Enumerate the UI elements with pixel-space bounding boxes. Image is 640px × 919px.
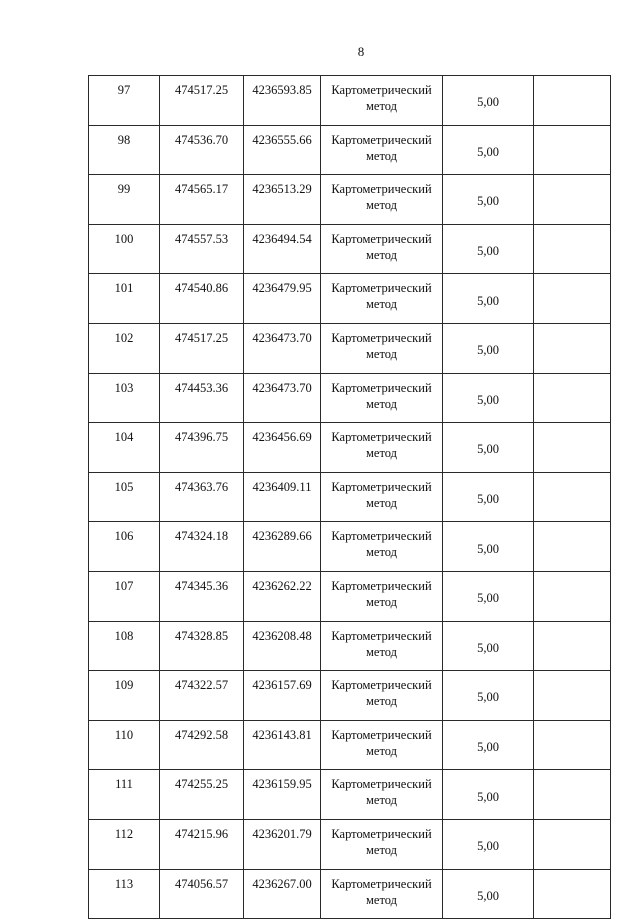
accuracy-cell: 5,00 [443,76,534,126]
coordinate-x-cell: 474255.25 [160,770,244,820]
table-row [89,125,611,175]
point-number-cell: 113 [89,869,160,919]
note-cell [534,76,611,126]
point-number-cell: 103 [89,373,160,423]
point-number-cell: 97 [89,76,160,126]
coordinate-x-cell: 474565.17 [160,175,244,225]
accuracy-cell: 5,00 [443,770,534,820]
method-cell [321,76,443,126]
method-line-1: Картометрический [331,231,432,246]
table-row [89,323,611,373]
note-cell [534,373,611,423]
accuracy-cell: 5,00 [443,819,534,869]
coordinate-x-cell: 474517.25 [160,76,244,126]
method-cell [321,869,443,919]
coordinate-y-cell: 4236494.54 [244,224,321,274]
method-line-1: Картометрический [331,330,432,345]
coordinate-y-cell: 4236267.00 [244,869,321,919]
coordinate-y-cell: 4236143.81 [244,720,321,770]
method-line-1: Картометрический [331,83,432,97]
point-number-cell: 102 [89,323,160,373]
method-line-2: метод [365,892,397,907]
note-cell [534,125,611,175]
coordinates-table-body [89,76,611,919]
coordinate-x-cell: 474056.57 [160,869,244,919]
coordinate-x-cell: 474396.75 [160,423,244,473]
method-line-1: Картометрический [331,430,432,445]
accuracy-cell: 5,00 [443,274,534,324]
method-line-1: Картометрический [331,628,432,643]
method-line-2: метод [365,545,397,560]
table-row [89,571,611,621]
table-row [89,522,611,572]
point-number-cell: 112 [89,819,160,869]
method-cell [321,224,443,274]
note-cell [534,671,611,721]
coordinate-x-cell: 474322.57 [160,671,244,721]
coordinate-y-cell: 4236157.69 [244,671,321,721]
accuracy-cell: 5,00 [443,224,534,274]
method-cell [321,175,443,225]
note-cell [534,175,611,225]
note-cell [534,869,611,919]
table-row [89,869,611,919]
method-line-2: метод [365,297,397,312]
method-line-2: метод [365,842,397,857]
method-line-1: Картометрический [331,727,432,742]
note-cell [534,274,611,324]
point-number-cell: 100 [89,224,160,274]
coordinate-x-cell: 474363.76 [160,472,244,522]
coordinate-y-cell: 4236159.95 [244,770,321,820]
note-cell [534,621,611,671]
method-cell [321,125,443,175]
coordinate-y-cell: 4236208.48 [244,621,321,671]
method-line-1: Картометрический [331,479,432,494]
table-row [89,671,611,721]
coordinate-x-cell: 474540.86 [160,274,244,324]
note-cell [534,571,611,621]
table-row [89,373,611,423]
table-row [89,819,611,869]
coordinate-x-cell: 474215.96 [160,819,244,869]
accuracy-cell: 5,00 [443,373,534,423]
accuracy-cell: 5,00 [443,175,534,225]
coordinate-y-cell: 4236473.70 [244,323,321,373]
method-cell [321,621,443,671]
point-number-cell: 99 [89,175,160,225]
table-row [89,175,611,225]
note-cell [534,770,611,820]
table-row [89,472,611,522]
accuracy-cell: 5,00 [443,472,534,522]
accuracy-cell: 5,00 [443,671,534,721]
point-number-cell: 110 [89,720,160,770]
point-number-cell: 108 [89,621,160,671]
method-line-2: метод [365,793,397,808]
table-row [89,224,611,274]
coordinate-y-cell: 4236262.22 [244,571,321,621]
coordinate-y-cell: 4236473.70 [244,373,321,423]
point-number-cell: 104 [89,423,160,473]
note-cell [534,472,611,522]
method-line-2: метод [365,594,397,609]
method-line-1: Картометрический [331,826,432,841]
method-line-1: Картометрический [331,529,432,544]
method-line-1: Картометрический [331,281,432,296]
method-line-2: метод [365,694,397,709]
method-cell [321,720,443,770]
coordinate-y-cell: 4236479.95 [244,274,321,324]
accuracy-cell: 5,00 [443,869,534,919]
method-line-1: Картометрический [331,132,432,147]
method-line-1: Картометрический [331,777,432,792]
accuracy-cell: 5,00 [443,621,534,671]
coordinate-x-cell: 474328.85 [160,621,244,671]
note-cell [534,423,611,473]
point-number-cell: 107 [89,571,160,621]
note-cell [534,720,611,770]
method-line-2: метод [365,396,397,411]
method-cell [321,522,443,572]
point-number-cell: 101 [89,274,160,324]
accuracy-cell: 5,00 [443,571,534,621]
method-line-2: метод [365,148,397,163]
coordinate-x-cell: 474517.25 [160,323,244,373]
method-line-2: метод [365,99,397,113]
method-cell [321,373,443,423]
coordinate-y-cell: 4236201.79 [244,819,321,869]
method-line-2: метод [365,247,397,262]
method-cell [321,423,443,473]
method-cell [321,323,443,373]
coordinates-table [88,75,611,919]
table-row [89,720,611,770]
coordinate-y-cell: 4236513.29 [244,175,321,225]
coordinate-y-cell: 4236555.66 [244,125,321,175]
method-cell [321,472,443,522]
coordinate-x-cell: 474292.58 [160,720,244,770]
table-row [89,621,611,671]
method-line-2: метод [365,446,397,461]
method-line-2: метод [365,644,397,659]
method-line-1: Картометрический [331,380,432,395]
point-number-cell: 109 [89,671,160,721]
coordinate-x-cell: 474557.53 [160,224,244,274]
coordinate-x-cell: 474536.70 [160,125,244,175]
table-row [89,274,611,324]
note-cell [534,323,611,373]
point-number-cell: 98 [89,125,160,175]
method-line-1: Картометрический [331,876,432,891]
accuracy-cell: 5,00 [443,323,534,373]
method-line-1: Картометрический [331,182,432,197]
method-cell [321,671,443,721]
point-number-cell: 111 [89,770,160,820]
coordinate-x-cell: 474345.36 [160,571,244,621]
page-number: 8 [357,44,365,59]
coordinate-y-cell: 4236456.69 [244,423,321,473]
point-number-cell: 105 [89,472,160,522]
method-line-1: Картометрический [331,578,432,593]
method-line-1: Картометрический [331,678,432,693]
method-line-2: метод [365,495,397,510]
coordinate-y-cell: 4236593.85 [244,76,321,126]
point-number-cell: 106 [89,522,160,572]
coordinate-y-cell: 4236289.66 [244,522,321,572]
accuracy-cell: 5,00 [443,522,534,572]
method-line-2: метод [365,743,397,758]
table-row [89,76,611,126]
note-cell [534,819,611,869]
accuracy-cell: 5,00 [443,125,534,175]
method-cell [321,274,443,324]
accuracy-cell: 5,00 [443,423,534,473]
method-cell [321,770,443,820]
method-line-2: метод [365,198,397,213]
table-row [89,770,611,820]
coordinate-x-cell: 474324.18 [160,522,244,572]
accuracy-cell: 5,00 [443,720,534,770]
note-cell [534,522,611,572]
method-cell [321,571,443,621]
coordinate-y-cell: 4236409.11 [244,472,321,522]
coordinate-x-cell: 474453.36 [160,373,244,423]
table-row [89,423,611,473]
method-line-2: метод [365,346,397,361]
method-cell [321,819,443,869]
note-cell [534,224,611,274]
